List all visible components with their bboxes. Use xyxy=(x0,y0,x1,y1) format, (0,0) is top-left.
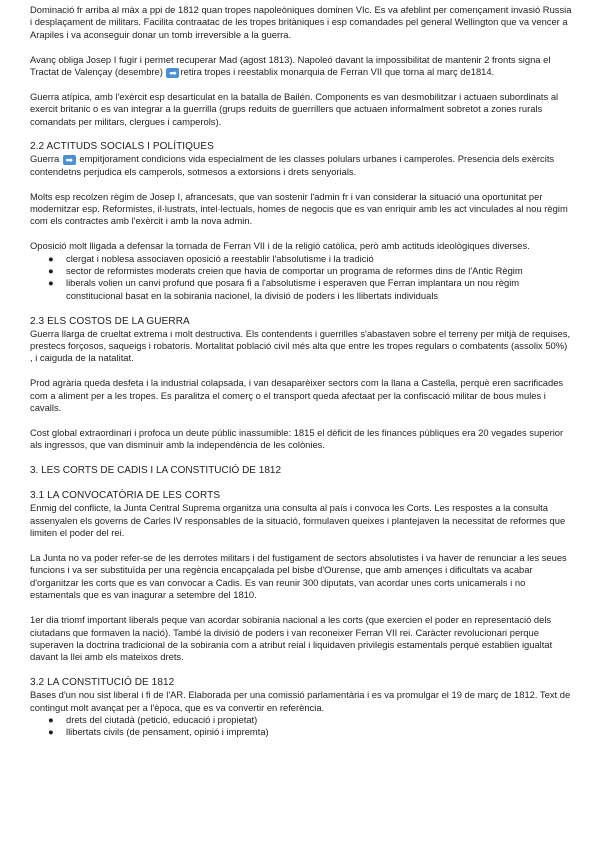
paragraph: Oposició molt lligada a defensar la tornada de Ferran VII i de la religió catòlica, però amb actituds ideològiques diverses. xyxy=(30,240,530,252)
paragraph: Guerra atípica, amb l'exèrcit esp desarticulat en la batalla de Bailén. Components es van desmobilitzar i actuaen subordinats al exercit britanic o es van integrar a la guerrilla (grups reduits de guerrillers que actuaen informalment sobretot a zones rurals comandats per militars, clergues i camperols). xyxy=(30,90,559,127)
paragraph: Dominació fr arriba al màx a ppi de 1812 quan tropes napoleòniques dominen VIc. Es va afeblint per començament invasió Russia i desplaçament de militars. Facilita contraatac de les tropes britàniques i esp comandades pel general Wellington que va vencer a Arapiles i va aconseguir donar un tomb irreversible a la guerra. xyxy=(30,4,572,40)
paragraph: La Junta no va poder refer-se de les derrotes militars i del fustigament de sectors absolutistes i va haver de renunciar a les seues funcions i va ser substituïda per una regència encapçalada pel bisbe d'Ourense, que amb amençes i dificultats va acabar d'organitzar les corts que es van convocar a Cadis. Es van reunir 300 diputats, van acordar unes corts unicamerals i no estamentals que es van inagurar a setembre del 1810. xyxy=(30,552,567,601)
section-heading: 3.2 LA CONSTITUCIÓ DE 1812 xyxy=(30,677,175,689)
section-heading: 3.1 LA CONVOCATÒRIA DE LES CORTS xyxy=(30,490,221,502)
bullet-icon: ● xyxy=(48,252,54,264)
list-item: ● clergat i noblesa associaven oposició a reestablir l'absolutisme i la tradició xyxy=(48,252,374,264)
list-item: ● sector de reformistes moderats creien que havia de comportar un programa de reformes dins de l'Antic Règim xyxy=(48,265,523,277)
section-heading: 2.2 ACTITUDS SOCIALS I POLÍTIQUES xyxy=(30,141,214,153)
arrow-right-icon: ➡ xyxy=(63,155,76,165)
bullet-icon: ● xyxy=(48,265,54,277)
list-item: ● llibertats civils (de pensament, opinió i impremta) xyxy=(48,726,269,738)
paragraph: 1er dia triomf important liberals peque van acordar sobirania nacional a les corts (que exercien el poder en representació dels ciutadans que formaven la nació). També la divisió de poders i van reconeixer Ferran VII rei. Caràcter revolucionari perque superaven la doctrina tradicional de la sobirania com a atribut reial i liquidaven privilegis estamentals perquè establien igualtat davant la llei amb els mateixos drets. xyxy=(30,614,553,663)
paragraph: Avanç obliga Josep I fugir i permet recuperar Mad (agost 1813). Napoleó davant la impossibilitat de mantenir 2 fronts signa el Tractat de Valençay (desembre) ➡ retira tropes i reestablix monarquia de Ferran VII que torna al març de1814. xyxy=(30,53,551,79)
paragraph: Guerra ➡ empitjorament condicions vida especialment de les classes polulars urbanes i camperoles. Presencia dels exèrcits contendetns perjudica els camperols, sotmesos a extorsions i drets senyorials. xyxy=(30,153,555,177)
chapter-heading: 3. LES CORTS DE CADIS I LA CONSTITUCIÓ DE 1812 xyxy=(30,465,282,477)
paragraph: Bases d'un nou sist liberal i fi de l'AR. Elaborada per una comissió parlamentària i es va promulgar el 19 de març de 1812. Text de contingut molt avançat per a l'època, que es va convertir en referència. xyxy=(30,689,571,713)
bullet-icon: ● xyxy=(48,713,54,725)
bullet-icon: ● xyxy=(48,277,54,289)
paragraph: Molts esp recolzen règim de Josep I, afrancesats, que van sostenir l'admin fr i van considerar la situació una oportunitat per modernitzar esp. Reformistes, il·lustrats, intel·lectuals, homes de negocis que es van enriquir amb les act vinculades al nou règim com els contractes amb l'exèrcit i amb la nova admin. xyxy=(30,190,568,227)
arrow-right-icon: ➡ xyxy=(166,68,179,78)
paragraph: Cost global extraordinari i profoca un deute públic inassumible: 1815 el dèficit de les finances públiques era 20 vegades superior als ingressos, que van disminuir amb la independència de les colònies. xyxy=(30,426,564,451)
paragraph: Guerra llarga de crueltat extrema i molt destructiva. Els contendents i guerrilles s'abastaven sobre el terreny per mitjà de requises, prestecs forçosos, saqueigs i robatoris. Mortalitat població civil més alta que entre les tropes regulars o combatents (assolix 50%) , i caiguda de la natalitat. xyxy=(30,327,571,364)
paragraph: Prod agrària queda desfeta i la industrial colapsada, i van desaparèixer sectors com la llana a Castella, perquè eren sacrificades com a aliment per a les tropes. Es paralitza el comerç o el transport queda afectaat per la confiscació militar de bous mules i cavalls. xyxy=(30,377,564,414)
section-heading: 2.3 ELS COSTOS DE LA GUERRA xyxy=(30,315,190,327)
bullet-list xyxy=(30,253,572,303)
bullet-list xyxy=(30,714,572,739)
paragraph: Enmig del conflicte, la Junta Central Suprema organitza una consulta al país i convoca les Corts. Les respostes a la consulta assenyalen els governs de Carles IV responsables de la situació, formulaven queixes i plantejaven la necessitat de reformes que limiten el poder del rei. xyxy=(30,502,566,539)
list-item: ● drets del ciutadà (petició, educació i propietat) xyxy=(48,713,258,725)
bullet-icon: ● xyxy=(48,726,54,738)
list-item: ● liberals volien un canvi profund que posara fi a l'absolutisme i esperaven que Ferran implantara un nou règim constitucional basat en la sobirania nacionel, la divisió de poders i les llibertats individuals xyxy=(48,277,520,301)
